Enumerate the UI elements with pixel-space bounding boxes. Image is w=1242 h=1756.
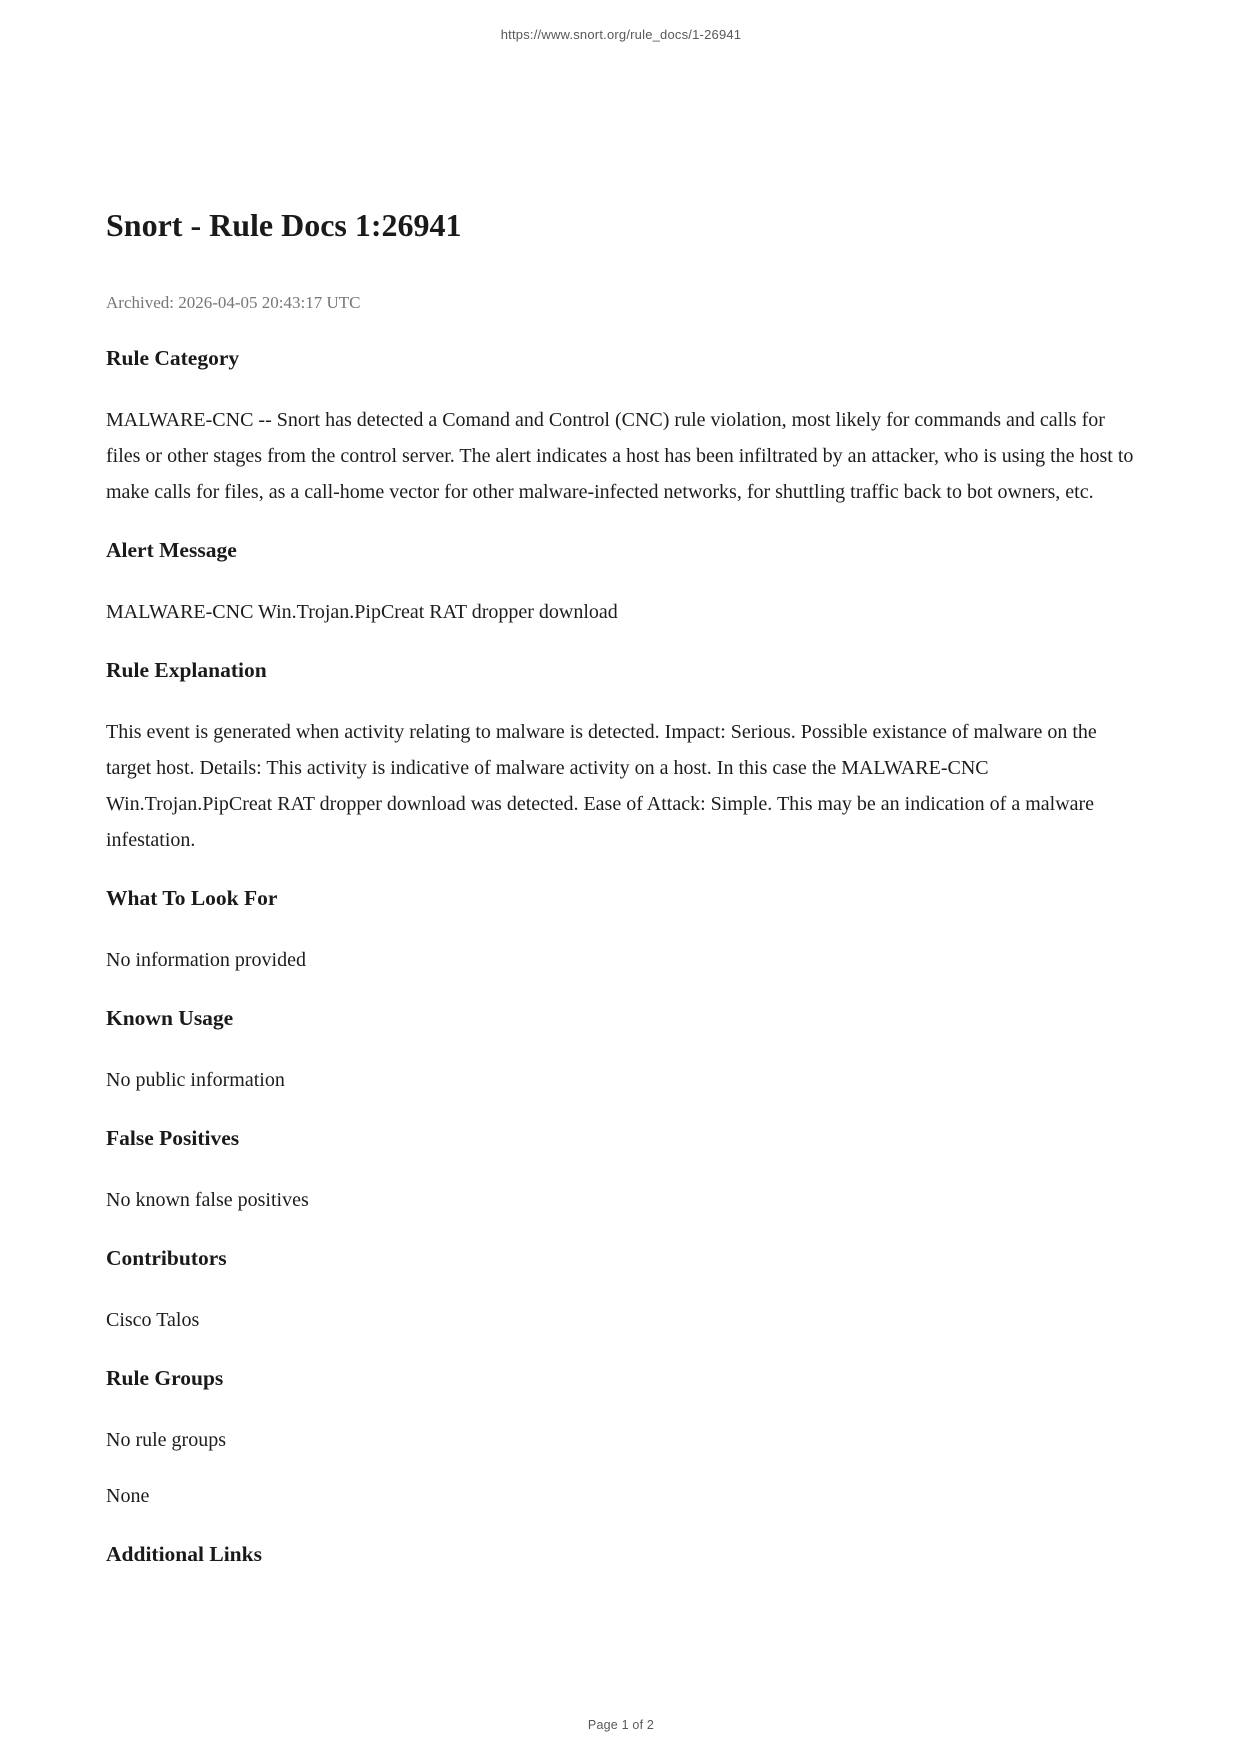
page-number: Page 1 of 2 bbox=[587, 1718, 655, 1732]
section-paragraph: MALWARE-CNC -- Snort has detected a Comand and Control (CNC) rule violation, most likely for commands and calls for files or other stages from the control server. The alert indicates a host has been infiltrated by an attacker, who is using the host to make calls for files, as a call-home vector for other malware-infected networks, for shuttling traffic back to bot owners, etc. bbox=[106, 409, 1134, 504]
doc-section bbox=[106, 1541, 1136, 1568]
section-heading: Alert Message bbox=[106, 538, 237, 563]
section-heading: What To Look For bbox=[106, 886, 278, 911]
section-paragraph: MALWARE-CNC Win.Trojan.PipCreat RAT dropper download bbox=[106, 601, 618, 624]
section-paragraph: This event is generated when activity relating to malware is detected. Impact: Serious. Possible existance of malware on the target host. Details: This activity is indicative of malware activity on a host. In this case the MALWARE-CNC Win.Trojan.PipCreat RAT dropper download was detected. Ease of Attack: Simple. This may be an indication of a malware infestation. bbox=[106, 721, 1097, 852]
doc-section bbox=[106, 885, 1136, 978]
section-paragraph: No rule groups bbox=[106, 1429, 226, 1452]
archived-timestamp: Archived: 2026-04-05 20:43:17 UTC bbox=[106, 293, 361, 313]
section-paragraph: No information provided bbox=[106, 949, 306, 972]
section-heading: Rule Groups bbox=[106, 1366, 224, 1391]
doc-section bbox=[106, 537, 1136, 630]
section-heading: Rule Category bbox=[106, 346, 240, 371]
document-content bbox=[106, 0, 1136, 1568]
section-heading: Rule Explanation bbox=[106, 658, 267, 683]
page-title: Snort - Rule Docs 1:26941 bbox=[106, 207, 462, 243]
doc-section bbox=[106, 1245, 1136, 1338]
sections-container bbox=[106, 345, 1136, 1568]
section-heading: Known Usage bbox=[106, 1006, 234, 1031]
section-paragraph: None bbox=[106, 1485, 150, 1508]
print-header-url: https://www.snort.org/rule_docs/1-26941 bbox=[500, 27, 742, 42]
doc-section bbox=[106, 1005, 1136, 1098]
doc-section bbox=[106, 1125, 1136, 1218]
section-paragraph: No public information bbox=[106, 1069, 285, 1092]
section-heading: Contributors bbox=[106, 1246, 227, 1271]
doc-section bbox=[106, 1365, 1136, 1514]
doc-section bbox=[106, 345, 1136, 510]
doc-section bbox=[106, 657, 1136, 858]
section-heading: Additional Links bbox=[106, 1542, 262, 1567]
section-paragraph: Cisco Talos bbox=[106, 1309, 200, 1332]
section-heading: False Positives bbox=[106, 1126, 240, 1151]
section-paragraph: No known false positives bbox=[106, 1189, 309, 1212]
